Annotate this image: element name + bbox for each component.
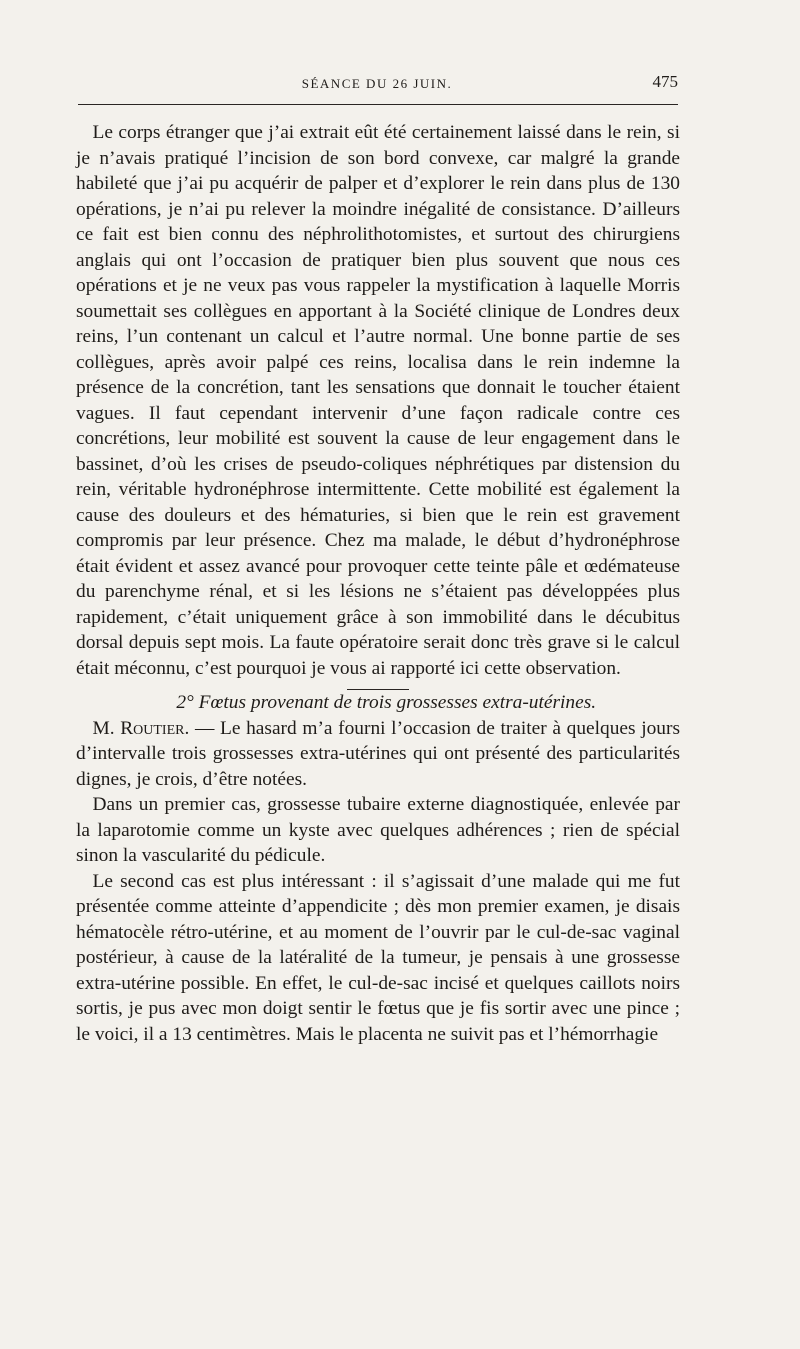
paragraph: Le corps étranger que j’ai extrait eût été certainement laissé dans le rein, si je n’avais pratiqué l’incision de son bord convexe, car malgré la grande habileté que j’ai pu acquérir de palper et d’explorer le rein dans plus de 130 opérations, je n’ai pu relever la moindre inégalité de consistance. D’ailleurs ce fait est bien connu des néphrolithotomistes, et surtout des chirurgiens anglais qui ont l’occasion de pratiquer bien plus souvent que nous ces opérations et je ne veux pas vous rappeler la mystification à laquelle Morris soumettait ses collègues en apportant à la Société clinique de Londres deux reins, l’un contenant un calcul et l’autre normal. Une bonne partie de ses collègues, après avoir palpé ces reins, localisa dans le rein indemne la présence de la concrétion, tant les sensations que donnait le toucher étaient vagues. Il faut cependant intervenir d’une façon radicale contre ces concrétions, leur mobilité est souvent la cause de leur engagement dans le bassinet, d’où les crises de pseudo-coliques néphrétiques par distension du rein, véritable hydronéphrose intermittente. Cette mobilité est également la cause des douleurs et des hématuries, si bien que le rein est gravement compromis par leur présence. Chez ma malade, le début d’hydronéphrose était évident et assez avancé pour provoquer cette teinte pâle et œdémateuse du parenchyme rénal, et si les lésions ne s’étaient pas développées plus rapidement, c’était uniquement grâce à son immobilité dans le décubitus dorsal depuis sept mois. La faute opératoire serait donc très grave si le calcul était méconnu, c’est pourquoi je vous ai rapporté ici cette observation. (76, 122, 680, 679)
paragraph: Dans un premier cas, grossesse tubaire externe diagnostiquée, enlevée par la laparotomie comme un kyste avec quelques adhérences ; rien de spécial sinon la vascularité du pédicule. (76, 794, 680, 866)
speaker-text: — Le hasard m’a fourni l’occasion de traiter à quelques jours d’intervalle trois grossesses extra-utérines qui ont présenté des particularités dignes, je crois, d’être notées. (76, 717, 680, 790)
paragraph: Le second cas est plus intéressant : il s’agissait d’une malade qui me fut présentée comme atteinte d’appendicite ; dès mon premier examen, je disais hématocèle rétro-utérine, et au moment de l’ouvrir par le cul-de-sac vaginal postérieur, à cause de la latéralité de la tumeur, je pensais à une grossesse extra-utérine possible. En effet, le cul-de-sac incisé et quelques caillots noirs sortis, je pus avec mon doigt sentir le fœtus que je fis sortir avec une pince ; le voici, il a 13 centimètres. Mais le placenta ne suivit pas et l’hémorrhagie (76, 870, 680, 1045)
speaker-name: M. Routier. (92, 717, 190, 739)
page-number: 475 (652, 72, 678, 91)
running-head: SÉANCE DU 26 JUIN. (301, 76, 453, 91)
body-text (76, 120, 680, 1047)
paragraph (76, 716, 680, 793)
section-heading: 2° Fœtus provenant de trois grossesses extra-utérines. (176, 692, 597, 713)
page-header (76, 72, 678, 98)
header-rule (78, 104, 678, 105)
